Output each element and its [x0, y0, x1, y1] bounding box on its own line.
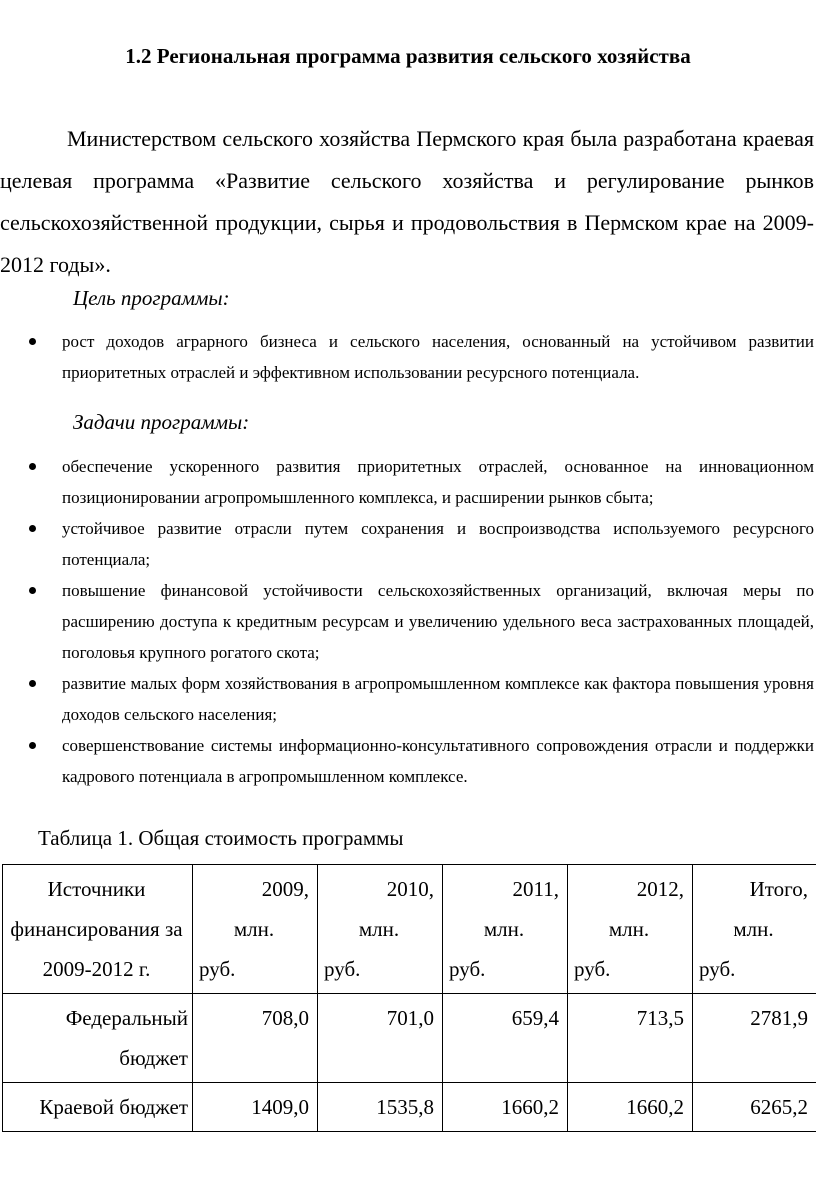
column-header-label: 2011,	[512, 877, 559, 901]
bullet-icon	[29, 525, 36, 532]
row-source: Федеральный бюджет	[3, 994, 193, 1083]
table-cell: 1409,0	[193, 1083, 318, 1132]
tasks-heading: Задачи программы:	[73, 410, 250, 434]
task-item-text: устойчивое развитие отрасли путем сохранения и воспроизводства используемого ресурсного потенциала;	[62, 519, 814, 569]
column-header	[443, 865, 568, 994]
bullet-icon	[29, 680, 36, 687]
table-cell: 1535,8	[318, 1083, 443, 1132]
task-item-text: развитие малых форм хозяйствования в агропромышленном комплексе как фактора повышения уровня доходов сельского населения;	[62, 674, 814, 724]
column-header	[318, 865, 443, 994]
bullet-icon	[29, 463, 36, 470]
table-cell: 2781,9	[693, 994, 816, 1083]
intro-paragraph: Министерством сельского хозяйства Пермского края была разработана краевая целевая программа «Развитие сельского хозяйства и регулирование рынков сельскохозяйственной продукции, сырья и продовольствия в Пермском крае на 2009-2012 годы».	[0, 126, 814, 277]
column-header-unit2: руб.	[199, 957, 236, 981]
bullet-icon	[29, 587, 36, 594]
goal-item-text: рост доходов аграрного бизнеса и сельского населения, основанный на устойчивом развитии приоритетных отраслей и эффективном использовании ресурсного потенциала.	[62, 332, 814, 382]
task-item	[0, 513, 814, 575]
column-header-label: 2012,	[636, 877, 684, 901]
tasks-list	[0, 451, 814, 792]
task-item	[0, 575, 814, 668]
table-cell: 1660,2	[568, 1083, 693, 1132]
column-header-label: 2010,	[386, 877, 434, 901]
task-item-text: совершенствование системы информационно-консультативного сопровождения отрасли и поддержки кадрового потенциала в агропромышленном комплексе.	[62, 736, 814, 786]
table-cell: 659,4	[443, 994, 568, 1083]
column-header-unit2: руб.	[449, 957, 486, 981]
table-cell: 713,5	[568, 994, 693, 1083]
table-caption: Таблица 1. Общая стоимость программы	[38, 826, 404, 850]
column-header-label: Итого,	[749, 877, 808, 901]
goal-item	[0, 326, 814, 388]
bullet-icon	[29, 742, 36, 749]
column-header-unit: млн.	[358, 917, 400, 941]
row-source: Краевой бюджет	[3, 1083, 193, 1132]
task-item	[0, 730, 814, 792]
source-header: Источники финансирования за 2009-2012 г.	[3, 865, 193, 994]
column-header-unit: млн.	[233, 917, 275, 941]
goal-list	[0, 326, 814, 388]
column-header-unit: млн.	[733, 917, 774, 941]
bullet-icon	[29, 338, 36, 345]
column-header-unit: млн.	[608, 917, 650, 941]
section-title: 1.2 Региональная программа развития сельского хозяйства	[125, 44, 691, 68]
column-header-unit2: руб.	[324, 957, 361, 981]
column-header-unit2: руб.	[574, 957, 611, 981]
column-header-unit: млн.	[483, 917, 525, 941]
table-row	[3, 1083, 816, 1132]
column-header-unit2: руб.	[699, 957, 736, 981]
column-header	[693, 865, 816, 994]
table-header-row	[3, 865, 816, 994]
table-cell: 701,0	[318, 994, 443, 1083]
table-row	[3, 994, 816, 1083]
table-cell: 1660,2	[443, 1083, 568, 1132]
table-cell: 708,0	[193, 994, 318, 1083]
task-item-text: обеспечение ускоренного развития приоритетных отраслей, основанное на инновационном позиционировании агропромышленного комплекса, и расширении рынков сбыта;	[62, 457, 814, 507]
task-item	[0, 451, 814, 513]
task-item	[0, 668, 814, 730]
task-item-text: повышение финансовой устойчивости сельскохозяйственных организаций, включая меры по расширению доступа к кредитным ресурсам и увеличению удельного веса застрахованных площадей, поголовья крупного рогатого скота;	[62, 581, 814, 662]
program-cost-table	[2, 864, 816, 1132]
table-cell: 6265,2	[693, 1083, 816, 1132]
column-header	[568, 865, 693, 994]
column-header	[193, 865, 318, 994]
goal-heading: Цель программы:	[73, 286, 230, 310]
column-header-label: 2009,	[261, 877, 309, 901]
